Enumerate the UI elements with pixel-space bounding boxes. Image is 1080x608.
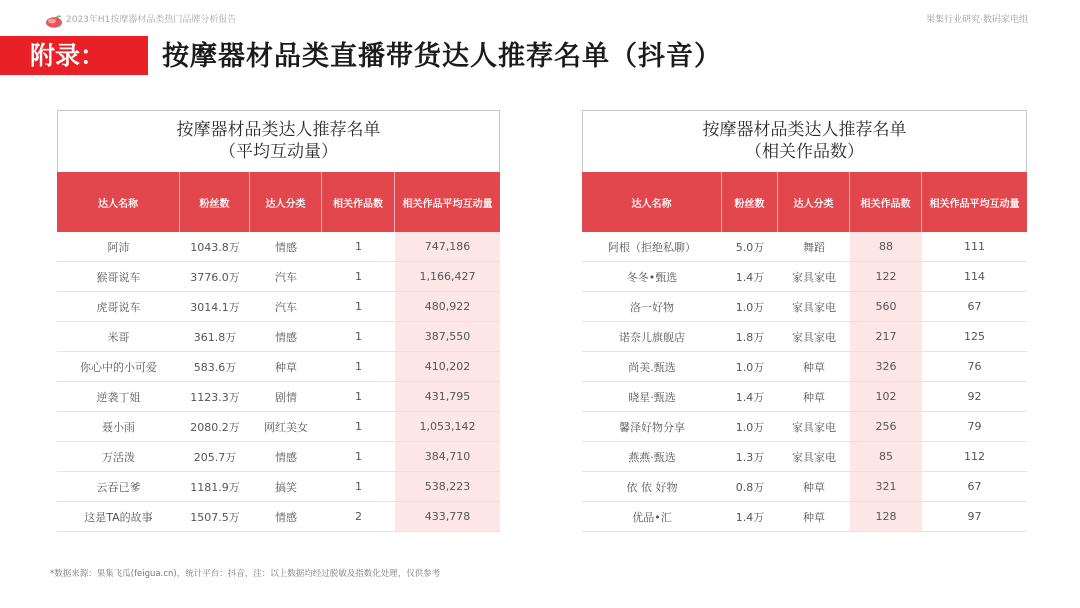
cell-category: 情感: [275, 510, 297, 524]
table-row: [57, 352, 500, 382]
cell-avg-interaction: 384,710: [395, 442, 500, 471]
cell-creator-name: 阿根（拒绝私聊）: [608, 240, 696, 254]
cell-fans: 1.0万: [735, 360, 765, 374]
table-row: [582, 382, 1027, 412]
cell-fans: 0.8万: [735, 480, 765, 494]
appendix-tag: 附录：: [0, 36, 148, 75]
table-row: [57, 262, 500, 292]
cell-creator-name: 聂小雨: [102, 420, 135, 434]
table-row: [582, 262, 1027, 292]
column-header-works: 相关作品数: [850, 172, 922, 232]
cell-fans: 1.4万: [735, 390, 765, 404]
cell-avg-interaction: 410,202: [395, 352, 500, 381]
cell-creator-name: 尚美.甄选: [628, 360, 676, 374]
cell-category: 种草: [803, 360, 825, 374]
cell-avg-interaction: 114: [964, 270, 985, 283]
cell-works-count: 102: [850, 382, 922, 411]
table-title-box: [57, 110, 500, 172]
cell-avg-interaction: 1,166,427: [395, 262, 500, 291]
table-row: [582, 412, 1027, 442]
table-row: [582, 472, 1027, 502]
cell-works-count: 1: [355, 480, 362, 493]
cell-avg-interaction: 92: [967, 390, 982, 403]
cell-avg-interaction: 433,778: [395, 502, 500, 531]
cell-creator-name: 馨泽好物分享: [619, 420, 685, 434]
cell-creator-name: 洛一好物: [630, 300, 674, 314]
cell-fans: 361.8万: [193, 330, 237, 344]
cell-creator-name: 冬冬•甄选: [626, 270, 678, 284]
cell-avg-interaction: 67: [967, 300, 982, 313]
cell-fans: 1.3万: [735, 450, 765, 464]
column-header-category: 达人分类: [250, 172, 322, 232]
table-header-row: [57, 172, 500, 232]
table-body: [57, 232, 500, 532]
cell-creator-name: 这是TA的故事: [84, 510, 153, 524]
column-header-avg-interaction: 相关作品平均互动量: [929, 198, 1020, 210]
cell-fans: 2080.2万: [190, 420, 240, 434]
data-source-footnote: *数据来源：果集飞瓜(feigua.cn)，统计平台：抖音，注：以上数据均经过脱敏及指数化处理，仅供参考: [50, 569, 441, 579]
cell-creator-name: 诺奈儿旗舰店: [619, 330, 685, 344]
cell-creator-name: 米哥: [107, 330, 130, 344]
table-row: [582, 502, 1027, 532]
table-row: [582, 292, 1027, 322]
cell-creator-name: 万活泼: [102, 450, 135, 464]
cell-avg-interaction: 125: [964, 330, 985, 343]
cell-category: 情感: [275, 450, 297, 464]
cell-fans: 1.4万: [735, 510, 765, 524]
table-row: [57, 322, 500, 352]
table-row: [57, 502, 500, 532]
cell-works-count: 1: [355, 330, 362, 343]
cell-category: 舞蹈: [803, 240, 825, 254]
cell-works-count: 326: [850, 352, 922, 381]
cell-avg-interaction: 480,922: [395, 292, 500, 321]
cell-category: 搞笑: [275, 480, 297, 494]
cell-fans: 1.8万: [735, 330, 765, 344]
cell-category: 种草: [275, 360, 297, 374]
cell-avg-interaction: 538,223: [395, 472, 500, 501]
column-header-avg-interaction: 相关作品平均互动量: [402, 198, 493, 210]
table-header-row: [582, 172, 1027, 232]
table-by-avg-interaction: [57, 110, 500, 532]
table-title: 按摩器材品类达人推荐名单: [702, 120, 907, 140]
cell-works-count: 1: [355, 450, 362, 463]
cell-category: 种草: [803, 510, 825, 524]
table-subtitle: （平均互动量）: [219, 142, 338, 162]
cell-category: 网红美女: [264, 420, 308, 434]
cell-works-count: 256: [850, 412, 922, 441]
column-header-category: 达人分类: [778, 172, 850, 232]
table-row: [582, 442, 1027, 472]
cell-creator-name: 依 依 好物: [626, 480, 678, 494]
cell-works-count: 88: [850, 232, 922, 261]
cell-avg-interaction: 387,550: [395, 322, 500, 351]
cell-creator-name: 优品•汇: [632, 510, 672, 524]
cell-avg-interaction: 79: [967, 420, 982, 433]
cell-fans: 3776.0万: [190, 270, 240, 284]
table-subtitle: （相关作品数）: [745, 142, 864, 162]
cell-works-count: 1: [355, 360, 362, 373]
cell-category: 家具家电: [792, 300, 836, 314]
cell-fans: 1.0万: [735, 420, 765, 434]
cell-avg-interaction: 76: [967, 360, 982, 373]
table-body: [582, 232, 1027, 532]
cell-works-count: 560: [850, 292, 922, 321]
column-header-name: 达人名称: [57, 172, 180, 232]
cell-fans: 1.4万: [735, 270, 765, 284]
table-row: [582, 352, 1027, 382]
table-row: [57, 472, 500, 502]
cell-fans: 1.0万: [735, 300, 765, 314]
cell-works-count: 321: [850, 472, 922, 501]
table-row: [582, 232, 1027, 262]
table-title-box: [582, 110, 1027, 172]
report-title: 2023年H1按摩器材品类热门品牌分析报告: [66, 15, 237, 25]
cell-category: 种草: [803, 390, 825, 404]
cell-works-count: 128: [850, 502, 922, 531]
column-header-name: 达人名称: [582, 172, 722, 232]
table-title: 按摩器材品类达人推荐名单: [176, 120, 381, 140]
cell-fans: 1507.5万: [190, 510, 240, 524]
cell-creator-name: 虎哥说车: [96, 300, 141, 314]
cell-category: 家具家电: [792, 330, 836, 344]
cell-fans: 1043.8万: [190, 240, 240, 254]
organization-label: 果集行业研究·数码家电组: [926, 15, 1028, 25]
table-row: [582, 322, 1027, 352]
cell-fans: 1181.9万: [190, 480, 240, 494]
cell-avg-interaction: 97: [967, 510, 982, 523]
table-row: [57, 412, 500, 442]
cell-fans: 1123.3万: [190, 390, 240, 404]
cell-fans: 583.6万: [193, 360, 237, 374]
cell-creator-name: 阿沛: [107, 240, 130, 254]
cell-creator-name: 逆袭丁姐: [96, 390, 141, 404]
cell-avg-interaction: 112: [964, 450, 985, 463]
cell-category: 家具家电: [792, 420, 836, 434]
table-row: [57, 292, 500, 322]
table-row: [57, 442, 500, 472]
column-header-works: 相关作品数: [322, 172, 395, 232]
cell-creator-name: 晓星·甄选: [628, 390, 676, 404]
cell-avg-interaction: 431,795: [395, 382, 500, 411]
cell-creator-name: 燕燕·甄选: [628, 450, 676, 464]
column-header-fans: 粉丝数: [722, 172, 778, 232]
table-by-works-count: [582, 110, 1027, 532]
cell-works-count: 2: [355, 510, 362, 523]
cell-works-count: 1: [355, 270, 362, 283]
page-title: 按摩器材品类直播带货达人推荐名单（抖音）: [162, 41, 722, 72]
cell-avg-interaction: 67: [967, 480, 982, 493]
cell-works-count: 1: [355, 240, 362, 253]
cell-fans: 3014.1万: [190, 300, 240, 314]
cell-works-count: 85: [850, 442, 922, 471]
cell-avg-interaction: 1,053,142: [395, 412, 500, 441]
cell-fans: 5.0万: [735, 240, 765, 254]
cell-category: 剧情: [275, 390, 297, 404]
cell-fans: 205.7万: [193, 450, 237, 464]
cell-creator-name: 你心中的小可爱: [80, 360, 157, 374]
cell-category: 情感: [275, 330, 297, 344]
cell-works-count: 122: [850, 262, 922, 291]
cell-creator-name: 猴哥说车: [96, 270, 141, 284]
cell-category: 家具家电: [792, 270, 836, 284]
table-row: [57, 232, 500, 262]
cell-works-count: 1: [355, 420, 362, 433]
cell-avg-interaction: 111: [964, 240, 985, 253]
table-row: [57, 382, 500, 412]
guoji-logo-icon: [45, 13, 63, 27]
cell-creator-name: 云吞已爹: [96, 480, 141, 494]
cell-category: 种草: [803, 480, 825, 494]
cell-category: 汽车: [275, 270, 297, 284]
cell-category: 情感: [275, 240, 297, 254]
column-header-fans: 粉丝数: [180, 172, 250, 232]
cell-category: 家具家电: [792, 450, 836, 464]
cell-works-count: 1: [355, 300, 362, 313]
cell-category: 汽车: [275, 300, 297, 314]
cell-works-count: 1: [355, 390, 362, 403]
cell-works-count: 217: [850, 322, 922, 351]
cell-avg-interaction: 747,186: [395, 232, 500, 261]
